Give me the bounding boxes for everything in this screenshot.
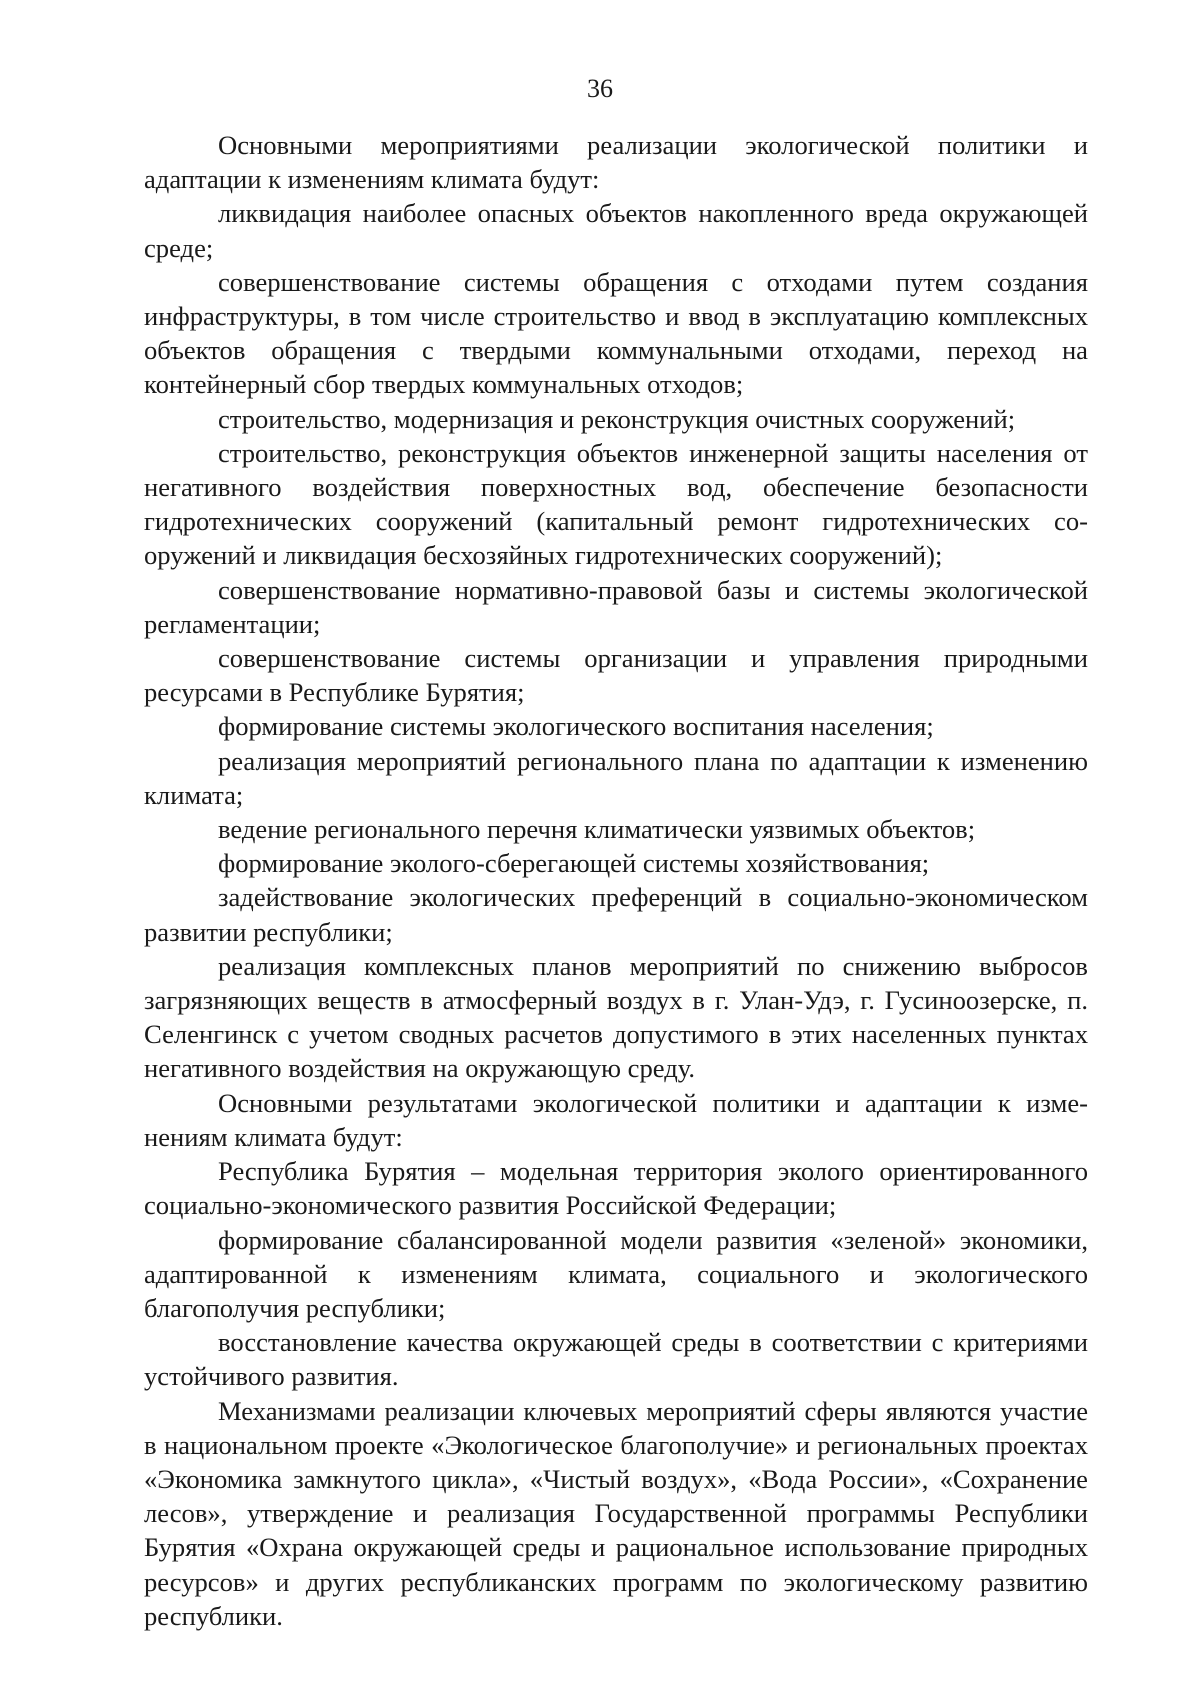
list-item: ликвидация наиболее опасных объектов накопленного вреда окружающей среде; (144, 198, 1088, 263)
list-item: строительство, модернизация и реконструкция очистных сооружений; (218, 403, 1016, 434)
paragraph-intro-measures: Основными мероприятиями реализации экологической политики и адаптации к изменениям климата будут: (144, 130, 1088, 195)
document-body (144, 128, 1088, 1633)
list-item: формирование эколого-сберегающей системы хозяйствования; (218, 848, 930, 879)
list-item: Республика Бурятия – модельная территория эколого ориентированного социально-экономического развития Российской Федерации; (144, 1156, 1088, 1221)
list-item: ведение регионального перечня климатически уязвимых объектов; (218, 814, 976, 845)
list-item: реализация мероприятий регионального плана по адаптации к изменению климата; (144, 745, 1088, 810)
paragraph-mechanisms: Механизмами реализации ключевых мероприятий сферы являются участие в национальном проекте «Экологическое благополучие» и региональных проектах «Экономика замкнутого цикла», «Чистый воздух», «Вода России», «Сохранение лесов», утверждение и реализация Государственной программы Республики Бурятия «Охрана окружающей среды и рациональное использование природных ресурсов» и других республиканских программ по экологическому развитию республики. (144, 1395, 1088, 1631)
list-item: формирование сбалансированной модели развития «зеленой» экономики, адаптированной к изменениям климата, социального и экологического благополучия республики; (144, 1224, 1088, 1323)
list-item: строительство, реконструкция объектов инженерной защиты населения от негативного воздействия поверхностных вод, обеспечение безопасности гидротехнических сооружений (капитальный ремонт гидротехнических сооружений и ликвидация бесхозяйных гидротехнических сооружений); (144, 437, 1088, 571)
list-item: совершенствование нормативно-правовой базы и системы экологической регламентации; (144, 574, 1088, 639)
paragraph-intro-results: Основными результатами экологической политики и адаптации к изменениям климата будут: (144, 1087, 1088, 1152)
list-item: реализация комплексных планов мероприятий по снижению выбросов загрязняющих веществ в атмосферный воздух в г. Улан-Удэ, г. Гусиноозерске, п. Селенгинск с учетом сводных расчетов допустимого в этих населенных пунктах негативного воздействия на окружающую среду. (144, 950, 1088, 1084)
list-item: формирование системы экологического воспитания населения; (218, 711, 934, 742)
list-item: задействование экологических преференций в социально-экономическом развитии республики; (144, 882, 1088, 947)
list-item: восстановление качества окружающей среды в соответствии с критериями устойчивого развития. (144, 1327, 1088, 1392)
list-item: совершенствование системы организации и управления природными ресурсами в Республике Бурятия; (144, 643, 1088, 708)
page-number: 36 (587, 74, 613, 103)
list-item: совершенствование системы обращения с отходами путем создания инфраструктуры, в том числе строительство и ввод в эксплуатацию комплексных объектов обращения с твердыми коммунальными отходами, переход на контейнерный сбор твердых коммунальных отходов; (144, 266, 1088, 400)
